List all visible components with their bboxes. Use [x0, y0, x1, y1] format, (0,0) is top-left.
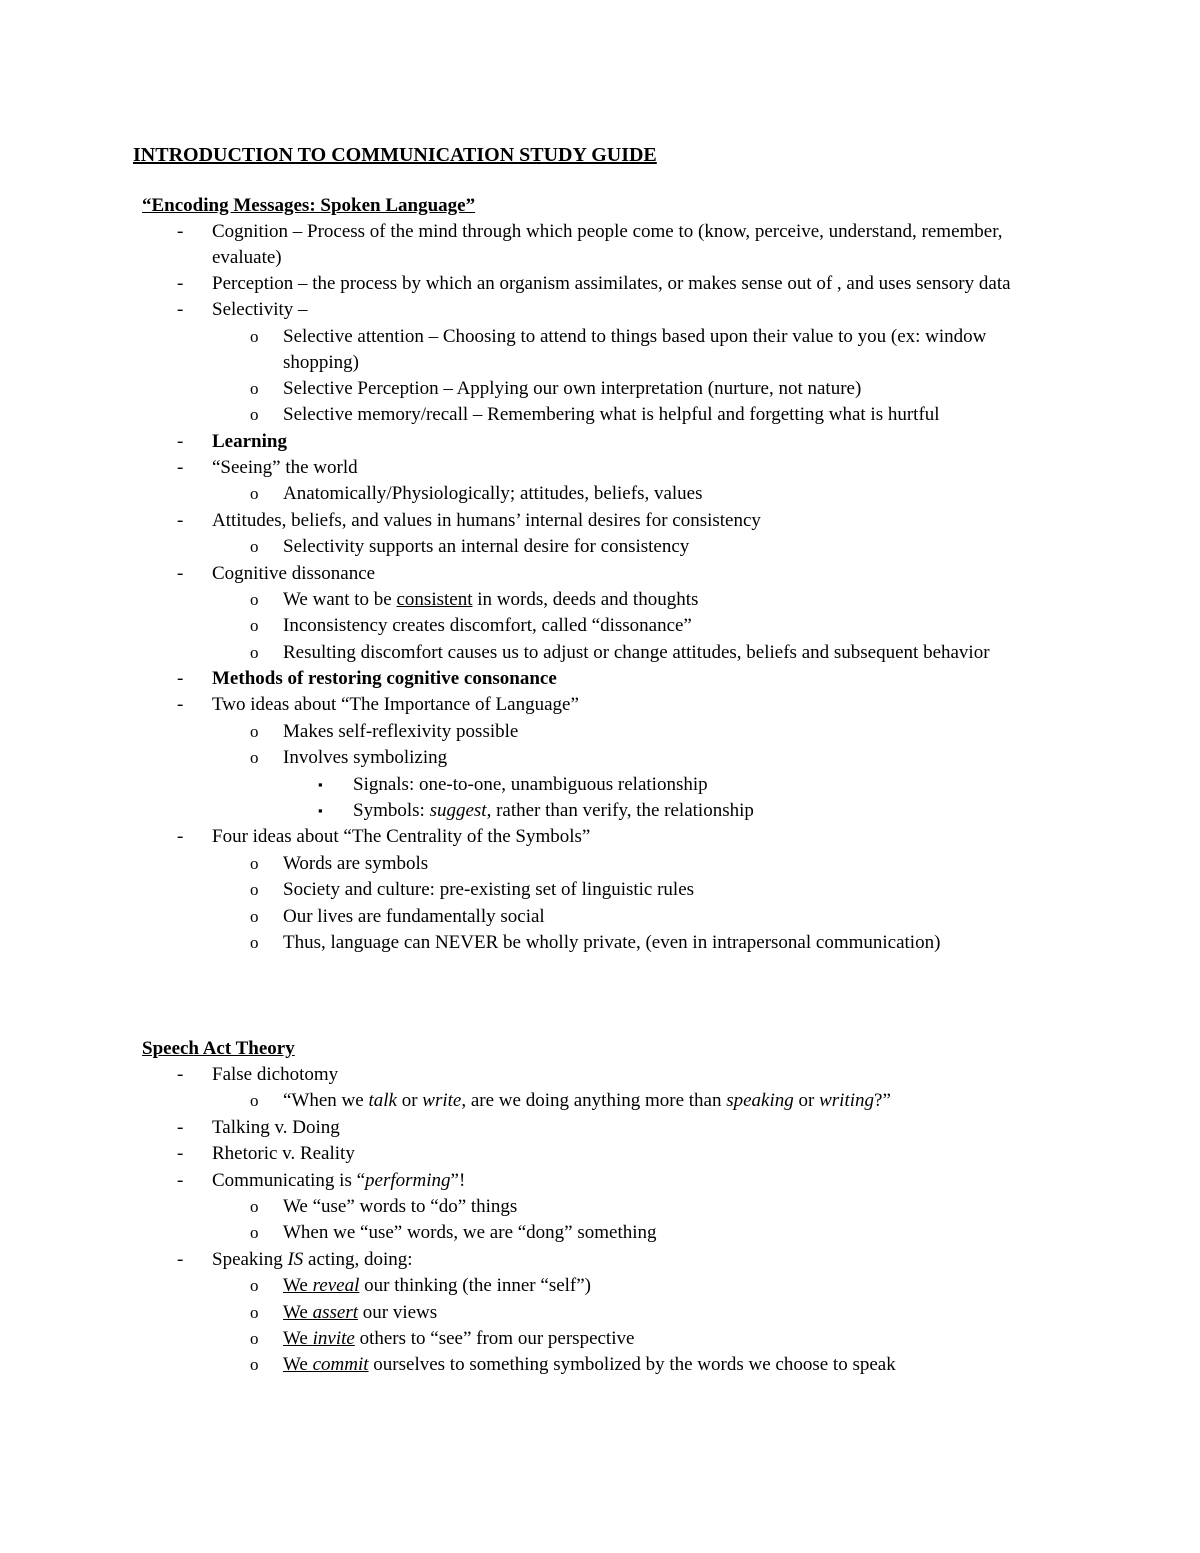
list-item: [0, 851, 1200, 877]
list-item: [0, 271, 1200, 297]
list-item: [0, 745, 1200, 771]
list-item-text: [283, 481, 1043, 507]
bullet-marker: -: [177, 221, 184, 242]
list-item-text: [212, 429, 1032, 455]
text-run: Society and culture: pre-existing set of linguistic rules: [283, 879, 695, 901]
list-item-text: [283, 324, 1043, 376]
text-run: Speaking: [212, 1248, 288, 1270]
list-item: [0, 1141, 1200, 1167]
list-item-text: [283, 1326, 1043, 1352]
bullet-marker: -: [177, 456, 184, 478]
list-item: [0, 1115, 1200, 1141]
bullet-marker: -: [177, 273, 184, 294]
text-run: Signals: one-to-one, unambiguous relationship: [353, 773, 708, 795]
text-run: our thinking (the inner “self”): [359, 1275, 592, 1297]
text-run: reveal: [312, 1275, 360, 1297]
bullet-marker: o: [250, 1223, 259, 1243]
text-run: Selectivity supports an internal desire for consistency: [283, 536, 690, 558]
bullet-marker: -: [177, 1169, 184, 1191]
bullet-marker: -: [177, 1116, 184, 1138]
text-run: assert: [312, 1301, 359, 1323]
list-item: [0, 640, 1200, 666]
text-run: We want to be: [283, 588, 397, 610]
bullet-marker: o: [250, 1355, 259, 1375]
list-item: [0, 587, 1200, 613]
text-run: , rather than verify, the relationship: [486, 800, 754, 822]
list-item: [0, 508, 1200, 534]
list-item: [0, 1062, 1200, 1088]
text-run: , are we doing anything more than: [461, 1090, 727, 1112]
bullet-marker: o: [250, 484, 259, 504]
list-item: [0, 324, 1200, 376]
text-run: Cognitive dissonance: [212, 562, 376, 584]
list-item-text: [283, 640, 1043, 666]
text-run: Methods of restoring cognitive consonance: [212, 668, 557, 690]
text-run: Symbols:: [353, 800, 430, 822]
bullet-marker: o: [250, 537, 259, 557]
list-item-text: [212, 561, 1032, 587]
list-item-text: [212, 1141, 1032, 1167]
bullet-marker: o: [250, 748, 259, 768]
bullet-marker: -: [177, 509, 184, 531]
text-run: ”!: [450, 1169, 466, 1191]
text-run: Anatomically/Physiologically; attitudes, beliefs, values: [283, 483, 703, 505]
text-run: We “use” words to “do” things: [283, 1195, 518, 1217]
text-run: Makes self-reflexivity possible: [283, 720, 519, 742]
text-run: Our lives are fundamentally social: [283, 905, 545, 927]
list-item: [0, 455, 1200, 481]
text-run: We: [283, 1275, 313, 1297]
text-run: acting, doing:: [303, 1248, 413, 1270]
list-item-text: [283, 745, 1043, 771]
list-item: [0, 219, 1200, 271]
text-run: We: [283, 1354, 313, 1376]
list-item-text: [283, 402, 1043, 428]
list-item-text: [283, 376, 1043, 402]
text-run: Attitudes, beliefs, and values in humans’ internal desires for consistency: [212, 509, 761, 531]
list-item-text: [212, 508, 1032, 534]
list-item: [0, 429, 1200, 455]
text-run: ?”: [874, 1090, 891, 1112]
list-item-text: [283, 904, 1043, 930]
outline-list: [0, 1062, 1200, 1379]
list-item-text: [212, 297, 1032, 323]
list-item-text: [212, 1168, 1032, 1194]
bullet-marker: o: [250, 326, 259, 346]
bullet-marker: ▪: [318, 803, 323, 819]
list-item: [0, 1300, 1200, 1326]
list-item-text: [212, 824, 1032, 850]
bullet-marker: o: [250, 853, 259, 873]
text-run: We: [283, 1301, 313, 1323]
list-item-text: [283, 877, 1043, 903]
text-run: suggest: [429, 800, 487, 822]
bullet-marker: o: [250, 1276, 259, 1296]
text-run: Selective Perception – Applying our own interpretation (nurture, not nature): [283, 377, 862, 399]
outline-list: [0, 219, 1200, 956]
text-run: Resulting discomfort causes us to adjust or change attitudes, beliefs and subsequent behavior: [283, 641, 990, 663]
list-item: [0, 1168, 1200, 1194]
text-run: our views: [358, 1301, 438, 1323]
bullet-marker: o: [250, 642, 259, 662]
text-run: False dichotomy: [212, 1064, 339, 1085]
text-run: Selective attention – Choosing to attend to things based upon their value to you (ex: window shopping): [283, 325, 987, 373]
list-item-text: [283, 1220, 1043, 1246]
list-item-text: [283, 613, 1043, 639]
bullet-marker: -: [177, 1248, 184, 1270]
text-run: Involves symbolizing: [283, 747, 448, 769]
list-item-text: [283, 851, 1043, 877]
bullet-marker: o: [250, 1328, 259, 1348]
text-run: or: [396, 1090, 423, 1112]
list-item-text: [212, 271, 1032, 297]
list-item-text: [212, 1115, 1032, 1141]
text-run: Communicating is “: [212, 1169, 366, 1191]
text-run: or: [793, 1090, 820, 1112]
list-item-text: [283, 587, 1043, 613]
list-item-text: [283, 1273, 1043, 1299]
list-item-text: [283, 1194, 1043, 1220]
text-run: Four ideas about “The Centrality of the Symbols”: [212, 826, 591, 848]
list-item: [0, 1247, 1200, 1273]
list-item: [0, 376, 1200, 402]
text-run: speaking: [726, 1090, 794, 1112]
text-run: in words, deeds and thoughts: [472, 588, 699, 610]
list-item: [0, 1326, 1200, 1352]
text-run: Cognition – Process of the mind through which people come to (know, perceive, understand, remember, evaluate): [212, 221, 1003, 268]
text-run: Selective memory/recall – Remembering what is helpful and forgetting what is hurtful: [283, 404, 940, 426]
text-run: Talking v. Doing: [212, 1116, 340, 1138]
text-run: “Seeing” the world: [212, 456, 358, 478]
list-item: [0, 772, 1200, 798]
text-run: writing: [819, 1090, 875, 1112]
bullet-marker: ▪: [318, 776, 323, 792]
list-item: [0, 1220, 1200, 1246]
text-run: others to “see” from our perspective: [354, 1327, 635, 1349]
list-item: [0, 798, 1200, 824]
list-item-text: [212, 1062, 1032, 1088]
list-item-text: [283, 930, 1043, 956]
bullet-marker: o: [250, 906, 259, 926]
list-item: [0, 904, 1200, 930]
list-item-text: [212, 455, 1032, 481]
text-run: Rhetoric v. Reality: [212, 1143, 355, 1165]
list-item: [0, 1273, 1200, 1299]
list-item-text: [283, 1088, 1043, 1114]
bullet-marker: -: [177, 1064, 184, 1085]
text-run: Learning: [212, 430, 287, 452]
list-item-text: [283, 719, 1043, 745]
list-item: [0, 824, 1200, 850]
bullet-marker: o: [250, 1091, 259, 1111]
list-item: [0, 719, 1200, 745]
list-item-text: [353, 798, 1053, 824]
list-item: [0, 297, 1200, 323]
text-run: Selectivity –: [212, 299, 308, 321]
list-item-text: [212, 692, 1032, 718]
text-run: write: [422, 1090, 462, 1112]
text-run: We: [283, 1327, 313, 1349]
bullet-marker: -: [177, 1143, 184, 1165]
list-item-text: [283, 534, 1043, 560]
list-item: [0, 1088, 1200, 1114]
list-item-text: [283, 1352, 1043, 1378]
bullet-marker: -: [177, 430, 184, 452]
list-item-text: [283, 1300, 1043, 1326]
list-item: [0, 402, 1200, 428]
bullet-marker: o: [250, 721, 259, 741]
bullet-marker: o: [250, 932, 259, 952]
list-item-text: [212, 219, 1032, 271]
list-item: [0, 561, 1200, 587]
list-item-text: [212, 666, 1032, 692]
list-item-text: [353, 772, 1053, 798]
text-run: commit: [312, 1354, 369, 1376]
bullet-marker: o: [250, 616, 259, 636]
bullet-marker: -: [177, 668, 184, 690]
section-heading: Speech Act Theory: [142, 1038, 295, 1059]
text-run: invite: [312, 1327, 355, 1349]
bullet-marker: o: [250, 589, 259, 609]
bullet-marker: -: [177, 826, 184, 848]
list-item: [0, 930, 1200, 956]
text-run: talk: [368, 1090, 397, 1112]
text-run: consistent: [396, 588, 473, 610]
list-item: [0, 666, 1200, 692]
bullet-marker: o: [250, 880, 259, 900]
text-run: ourselves to something symbolized by the words we choose to speak: [368, 1354, 896, 1376]
text-run: Inconsistency creates discomfort, called “dissonance”: [283, 615, 692, 637]
text-run: When we “use” words, we are “dong” something: [283, 1222, 657, 1244]
list-item: [0, 1194, 1200, 1220]
text-run: Thus, language can NEVER be wholly private, (even in intrapersonal communication): [283, 931, 941, 953]
document-title: INTRODUCTION TO COMMUNICATION STUDY GUIDE: [133, 144, 657, 166]
list-item: [0, 877, 1200, 903]
text-run: Perception – the process by which an organism assimilates, or makes sense out of , and uses sensory data: [212, 273, 1011, 294]
list-item: [0, 534, 1200, 560]
list-item: [0, 481, 1200, 507]
list-item: [0, 692, 1200, 718]
text-run: IS: [287, 1248, 304, 1270]
bullet-marker: -: [177, 562, 184, 584]
list-item-text: [212, 1247, 1032, 1273]
bullet-marker: o: [250, 1196, 259, 1216]
text-run: Words are symbols: [283, 852, 429, 874]
list-item: [0, 1352, 1200, 1378]
list-item: [0, 613, 1200, 639]
bullet-marker: -: [177, 299, 184, 321]
bullet-marker: -: [177, 694, 184, 716]
text-run: “When we: [283, 1090, 369, 1112]
text-run: performing: [365, 1169, 451, 1191]
section-heading: “Encoding Messages: Spoken Language”: [142, 195, 476, 216]
bullet-marker: o: [250, 405, 259, 425]
bullet-marker: o: [250, 378, 259, 398]
text-run: Two ideas about “The Importance of Language”: [212, 694, 579, 716]
bullet-marker: o: [250, 1302, 259, 1322]
